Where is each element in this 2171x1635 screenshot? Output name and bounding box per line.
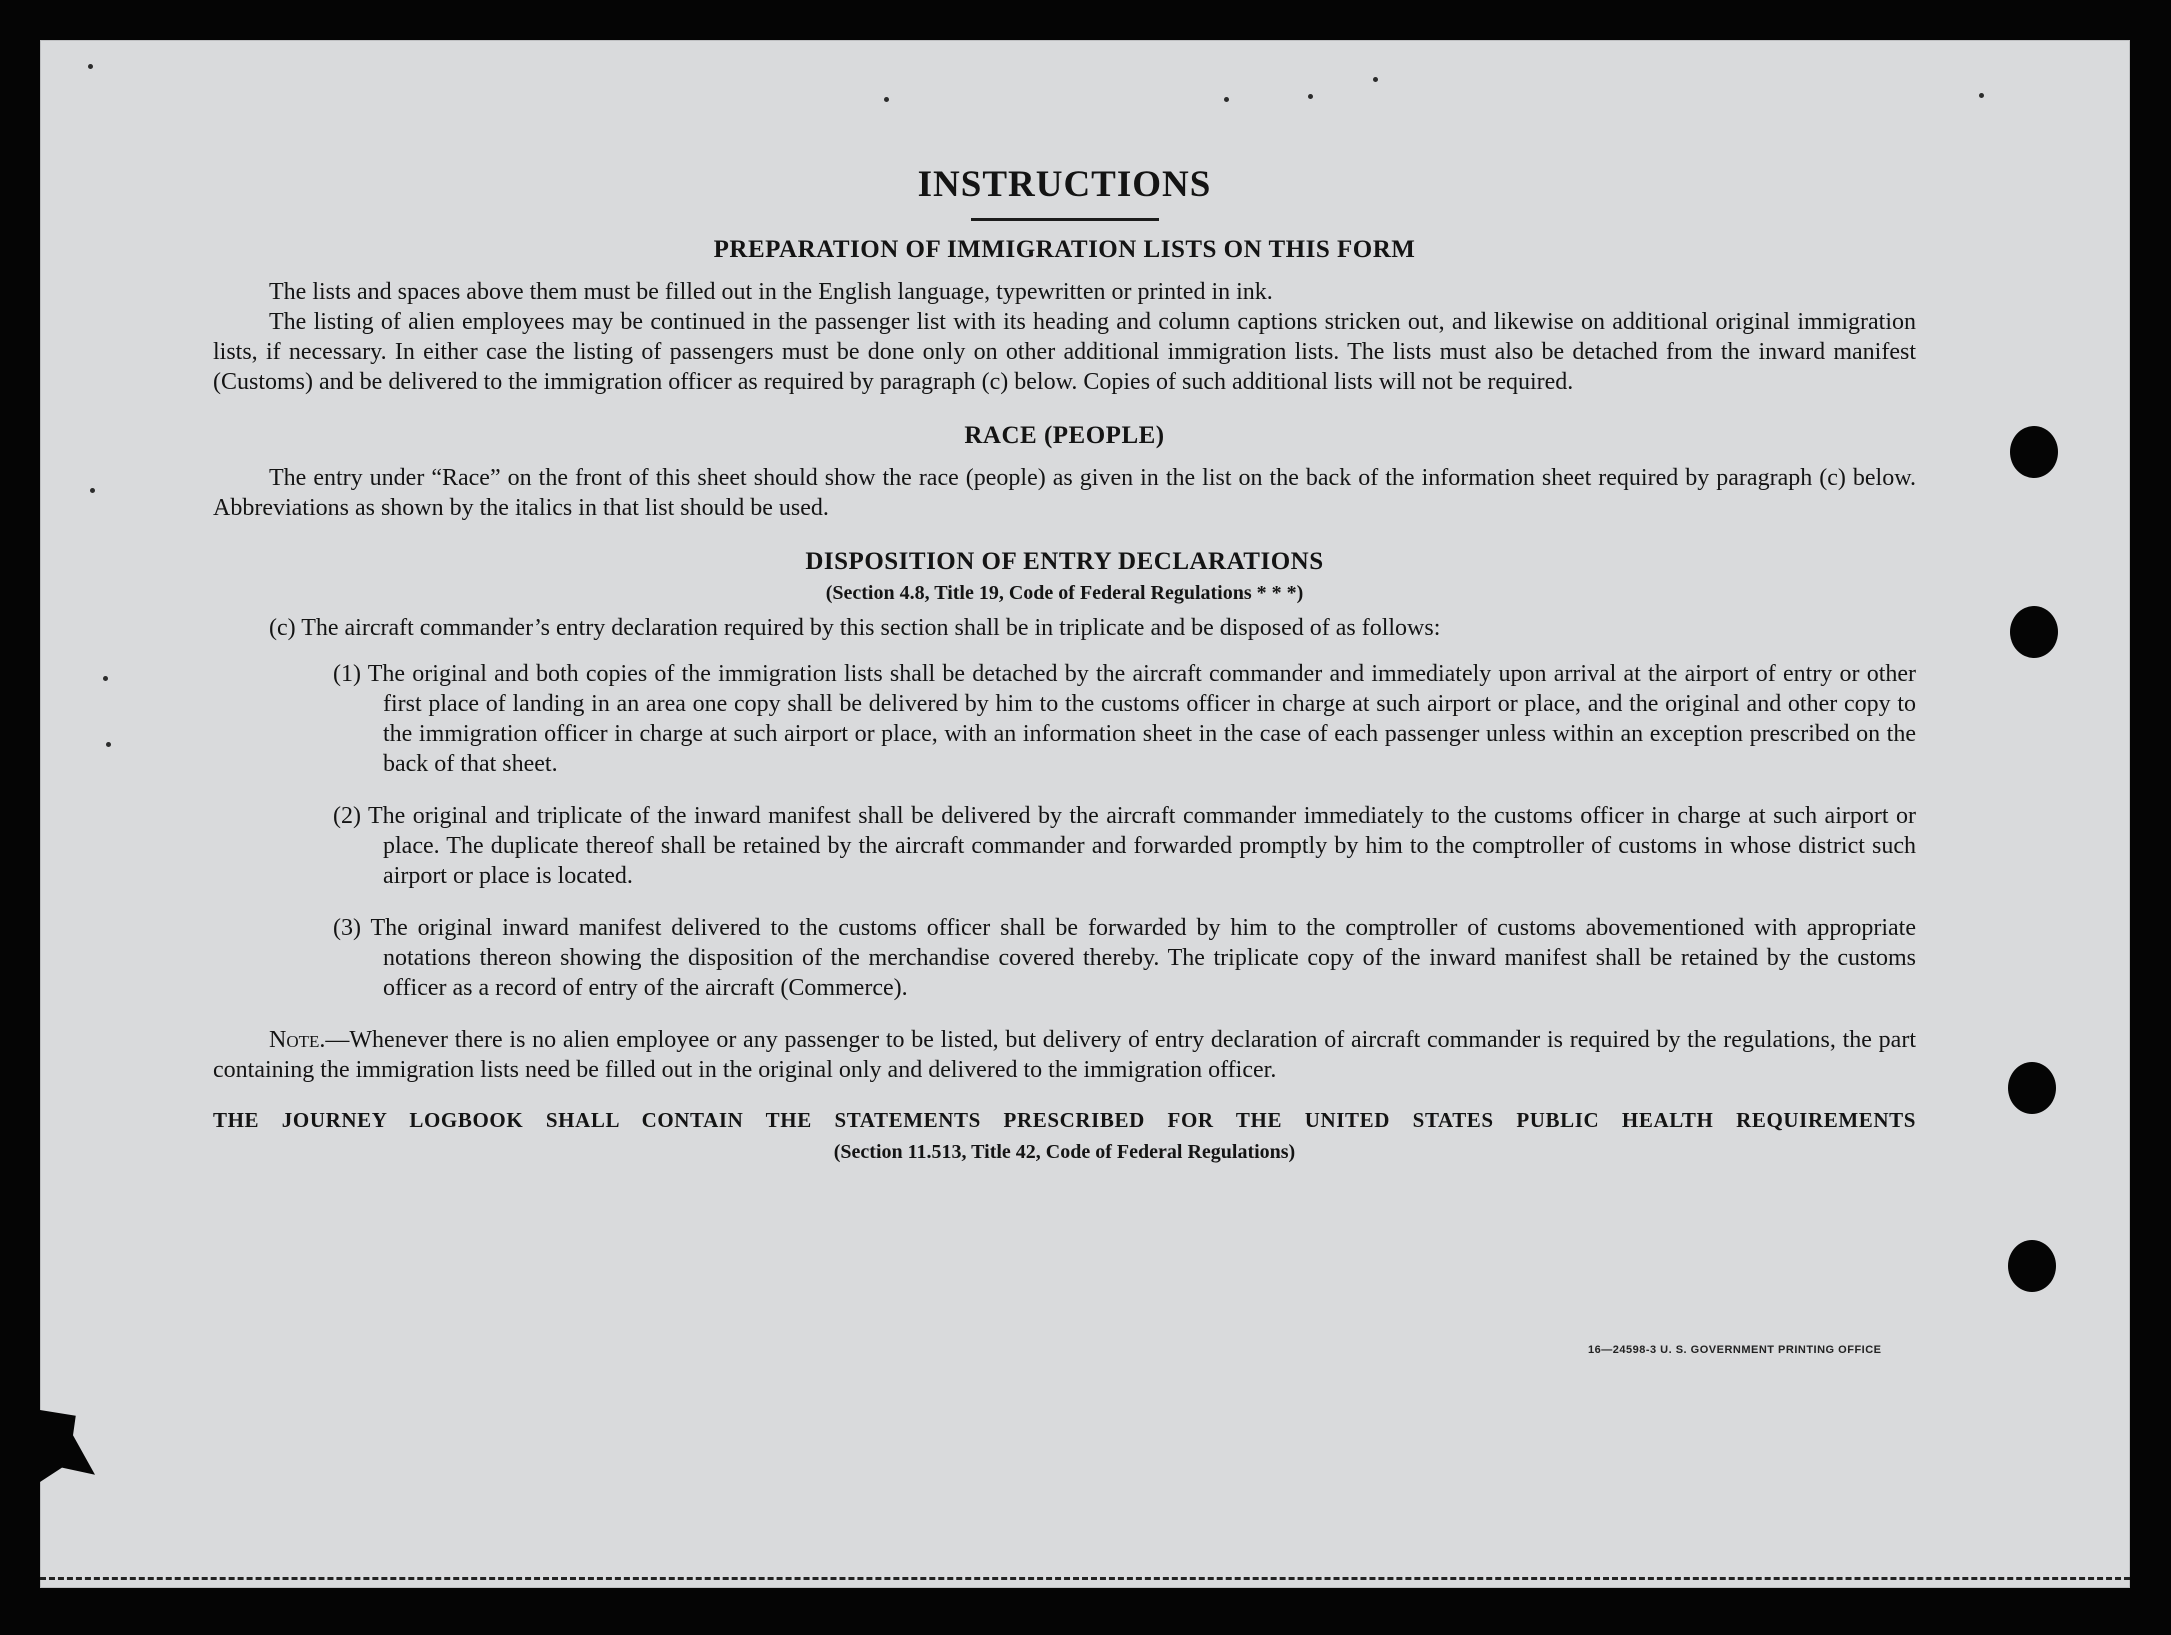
speck xyxy=(103,676,108,681)
printer-imprint: 16—24598-3 U. S. GOVERNMENT PRINTING OFFICE xyxy=(1588,1344,1882,1356)
page-title: INSTRUCTIONS xyxy=(917,164,1212,205)
punch-hole-icon xyxy=(2008,1062,2056,1114)
clause-c: (c) The aircraft commander’s entry declaration required by this section shall be in triplicate and be disposed of as follows: xyxy=(269,615,1441,641)
spacer xyxy=(213,453,1916,463)
note-text: —Whenever there is no alien employee or any passenger to be listed, but delivery of entry declaration of aircraft commander is required by the regulations, the part containing the immigration lists need be filled out in the original only and delivered to the immigration officer. xyxy=(213,1027,1916,1083)
disposition-item-1: (1) The original and both copies of the immigration lists shall be detached by the aircraft commander and immediately upon arrival at the airport of entry or other first place of landing in an area one copy shall be delivered by him to the customs officer in charge at such airport or place, and the original and other copy to the immigration officer in charge at such airport or place, with an information sheet in the case of each passenger unless within an exception prescribed on the back of that sheet. xyxy=(333,661,1916,777)
preparation-paragraph-2: The listing of alien employees may be continued in the passenger list with its heading and column captions stricken out, and likewise on additional original immigration lists, if necessary. In either case the listing of passengers must be done only on other additional immigration lists. The lists must also be detached from the inward manifest (Customs) and be delivered to the immigration officer as required by paragraph (c) below. Copies of such additional lists will not be required. xyxy=(213,309,1916,395)
torn-corner xyxy=(40,1410,95,1482)
race-paragraph: The entry under “Race” on the front of this sheet should show the race (people) as given in the list on the back of the information sheet required by paragraph (c) below. Abbreviations as shown by the italics in that list should be used. xyxy=(213,465,1916,521)
note-label: Note. xyxy=(269,1027,326,1053)
spacer xyxy=(213,397,1916,419)
bottom-edge-line xyxy=(40,1577,2130,1580)
speck xyxy=(1979,93,1984,98)
punch-hole-icon xyxy=(2010,426,2058,478)
journey-logbook-citation: (Section 11.513, Title 42, Code of Federal Regulations) xyxy=(833,1141,1296,1163)
speck xyxy=(88,64,93,69)
speck xyxy=(1308,94,1313,99)
punch-hole-icon xyxy=(2008,1240,2056,1292)
preparation-paragraph-1: The lists and spaces above them must be filled out in the English language, typewritten or printed in ink. xyxy=(269,279,1273,305)
preparation-heading: PREPARATION OF IMMIGRATION LISTS ON THIS FORM xyxy=(713,236,1416,263)
speck xyxy=(884,97,889,102)
spacer xyxy=(213,267,1916,277)
speck xyxy=(1224,97,1229,102)
disposition-item-3: (3) The original inward manifest delivered to the customs officer shall be forwarded by him to the comptroller of customs abovementioned with appropriate notations thereon showing the disposition of the merchandise covered thereby. The triplicate copy of the inward manifest shall be retained by the customs officer as a record of entry of the aircraft (Commerce). xyxy=(333,915,1916,1001)
speck xyxy=(106,742,111,747)
disposition-citation: (Section 4.8, Title 19, Code of Federal Regulations * * *) xyxy=(825,582,1304,604)
disposition-heading: DISPOSITION OF ENTRY DECLARATIONS xyxy=(805,548,1324,575)
spacer xyxy=(213,523,1916,545)
instructions-content xyxy=(213,120,1916,1167)
speck xyxy=(1373,77,1378,82)
punch-hole-icon xyxy=(2010,606,2058,658)
disposition-item-2: (2) The original and triplicate of the inward manifest shall be delivered by the aircraft commander immediately to the customs officer in charge at such airport or place. The duplicate thereof shall be retained by the aircraft commander and forwarded promptly by him to the comptroller of customs in whose district such airport or place is located. xyxy=(333,803,1916,889)
journey-logbook-text: THE JOURNEY LOGBOOK SHALL CONTAIN THE STATEMENTS PRESCRIBED FOR THE UNITED STATES PUBLIC HEALTH REQUIREMENTS xyxy=(213,1108,1916,1132)
title-underline xyxy=(971,218,1159,221)
note-paragraph xyxy=(213,1025,1916,1085)
race-heading: RACE (PEOPLE) xyxy=(964,422,1165,449)
paper-sheet xyxy=(40,40,2130,1588)
speck xyxy=(90,488,95,493)
